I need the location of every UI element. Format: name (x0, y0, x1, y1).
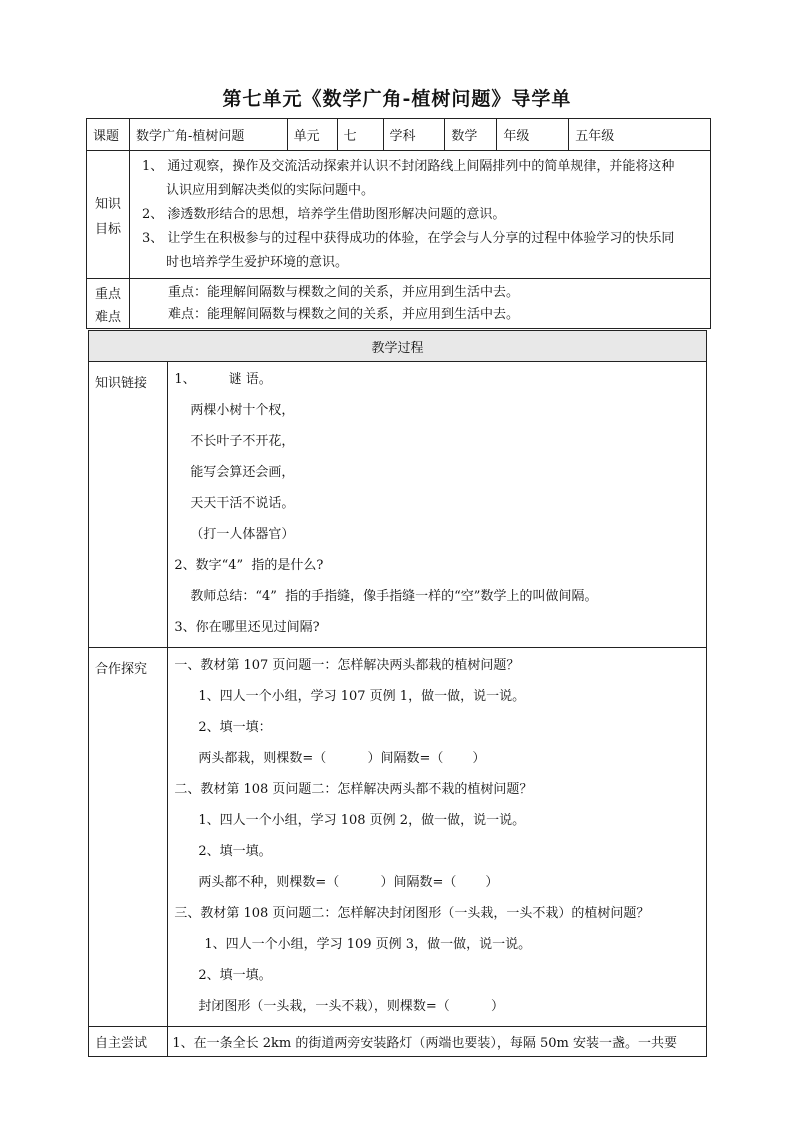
process-header: 教学过程 (89, 331, 707, 362)
link-line: 能写会算还会画， (190, 465, 295, 480)
page-title: 第七单元《数学广角-植树问题》导学单 (222, 88, 572, 110)
coop-line: 一、教材第 107 页问题一：怎样解决两头都栽的植树问题？ (174, 658, 520, 673)
objective-line: 认识应用到解决类似的实际问题中。 (165, 182, 374, 198)
link-line: 3、你在哪里还见过间隔? (174, 620, 320, 635)
keypoints-label (87, 279, 130, 329)
objectives-label (87, 151, 130, 279)
coop-line: 2、填一填。 (198, 844, 272, 859)
coop-line: 三、教材第 108 页问题二：怎样解决封闭图形（一头栽，一头不栽）的植树问题？ (174, 906, 650, 921)
objective-line: 2、 渗透数形结合的思想，培养学生借助图形解决问题的意识。 (141, 206, 506, 222)
keypoints-label-line1: 重点 (94, 286, 121, 302)
keypoints-label-line2: 难点 (94, 309, 121, 325)
coop-label: 合作探究 (89, 648, 168, 1027)
objective-line: 3、 让学生在积极参与的过程中获得成功的体验，在学会与人分享的过程中体验学习的快乐同 (141, 230, 675, 246)
coop-line: 1、四人一个小组，学习 107 页例 1，做一做，说一说。 (198, 689, 526, 704)
objectives-label-line2: 目标 (94, 221, 121, 237)
link-label: 知识链接 (89, 362, 168, 648)
coop-line: 2、填一填。 (198, 968, 272, 983)
link-line: 天天干活不说话。 (190, 496, 295, 511)
coop-line: 封闭图形（一头栽，一头不栽），则棵数=（ ） (198, 999, 505, 1014)
coop-line: 二、教材第 108 页问题二：怎样解决两头都不栽的植树问题？ (174, 782, 533, 797)
coop-line: 1、四人一个小组，学习 108 页例 2，做一做，说一说。 (198, 813, 526, 828)
self-label: 自主尝试 (89, 1027, 168, 1057)
coop-line: 两头都栽，则棵数=（ ）间隔数=（ ） (198, 751, 486, 766)
course-label: 课题 (87, 119, 130, 151)
objective-line: 时也培养学生爱护环境的意识。 (165, 254, 348, 270)
link-line: 两棵小树十个杈， (190, 403, 295, 418)
subject-label: 学科 (383, 119, 445, 151)
coop-line: 两头都不种，则棵数=（ ）间隔数=（ ） (198, 875, 499, 890)
self-content: 1、在一条全长 2km 的街道两旁安装路灯（两端也要装），每隔 50m 安装一盏。一共要 (168, 1027, 707, 1057)
link-line: （打一人体器官） (190, 527, 295, 542)
coop-line: 2、填一填： (198, 720, 272, 735)
link-content (168, 362, 707, 648)
process-table (88, 330, 707, 1057)
link-line: 教师总结：“4” 指的手指缝，像手指缝一样的“空”数学上的叫做间隔。 (190, 589, 598, 604)
objective-line: 1、 通过观察，操作及交流活动探索并认识不封闭路线上间隔排列中的简单规律，并能将这种 (141, 158, 675, 174)
objectives-label-line1: 知识 (94, 196, 121, 212)
grade-label: 年级 (497, 119, 569, 151)
objectives-content (129, 151, 710, 279)
course-value: 数学广角-植树问题 (129, 119, 287, 151)
link-line: 2、数字“4” 指的是什么? (174, 558, 324, 573)
unit-label: 单元 (287, 119, 337, 151)
difficult-point: 难点：能理解间隔数与棵数之间的关系，并应用到生活中去。 (167, 306, 519, 322)
coop-line: 1、四人一个小组，学习 109 页例 3，做一做，说一说。 (204, 937, 532, 952)
link-line: 不长叶子不开花， (190, 434, 295, 449)
keypoints-content (129, 279, 710, 329)
subject-value: 数学 (445, 119, 497, 151)
grade-value: 五年级 (569, 119, 711, 151)
info-table (86, 118, 711, 329)
coop-content (168, 648, 707, 1027)
unit-value: 七 (337, 119, 383, 151)
key-point: 重点：能理解间隔数与棵数之间的关系，并应用到生活中去。 (167, 284, 519, 300)
link-line: 1、 谜 语。 (174, 372, 272, 387)
